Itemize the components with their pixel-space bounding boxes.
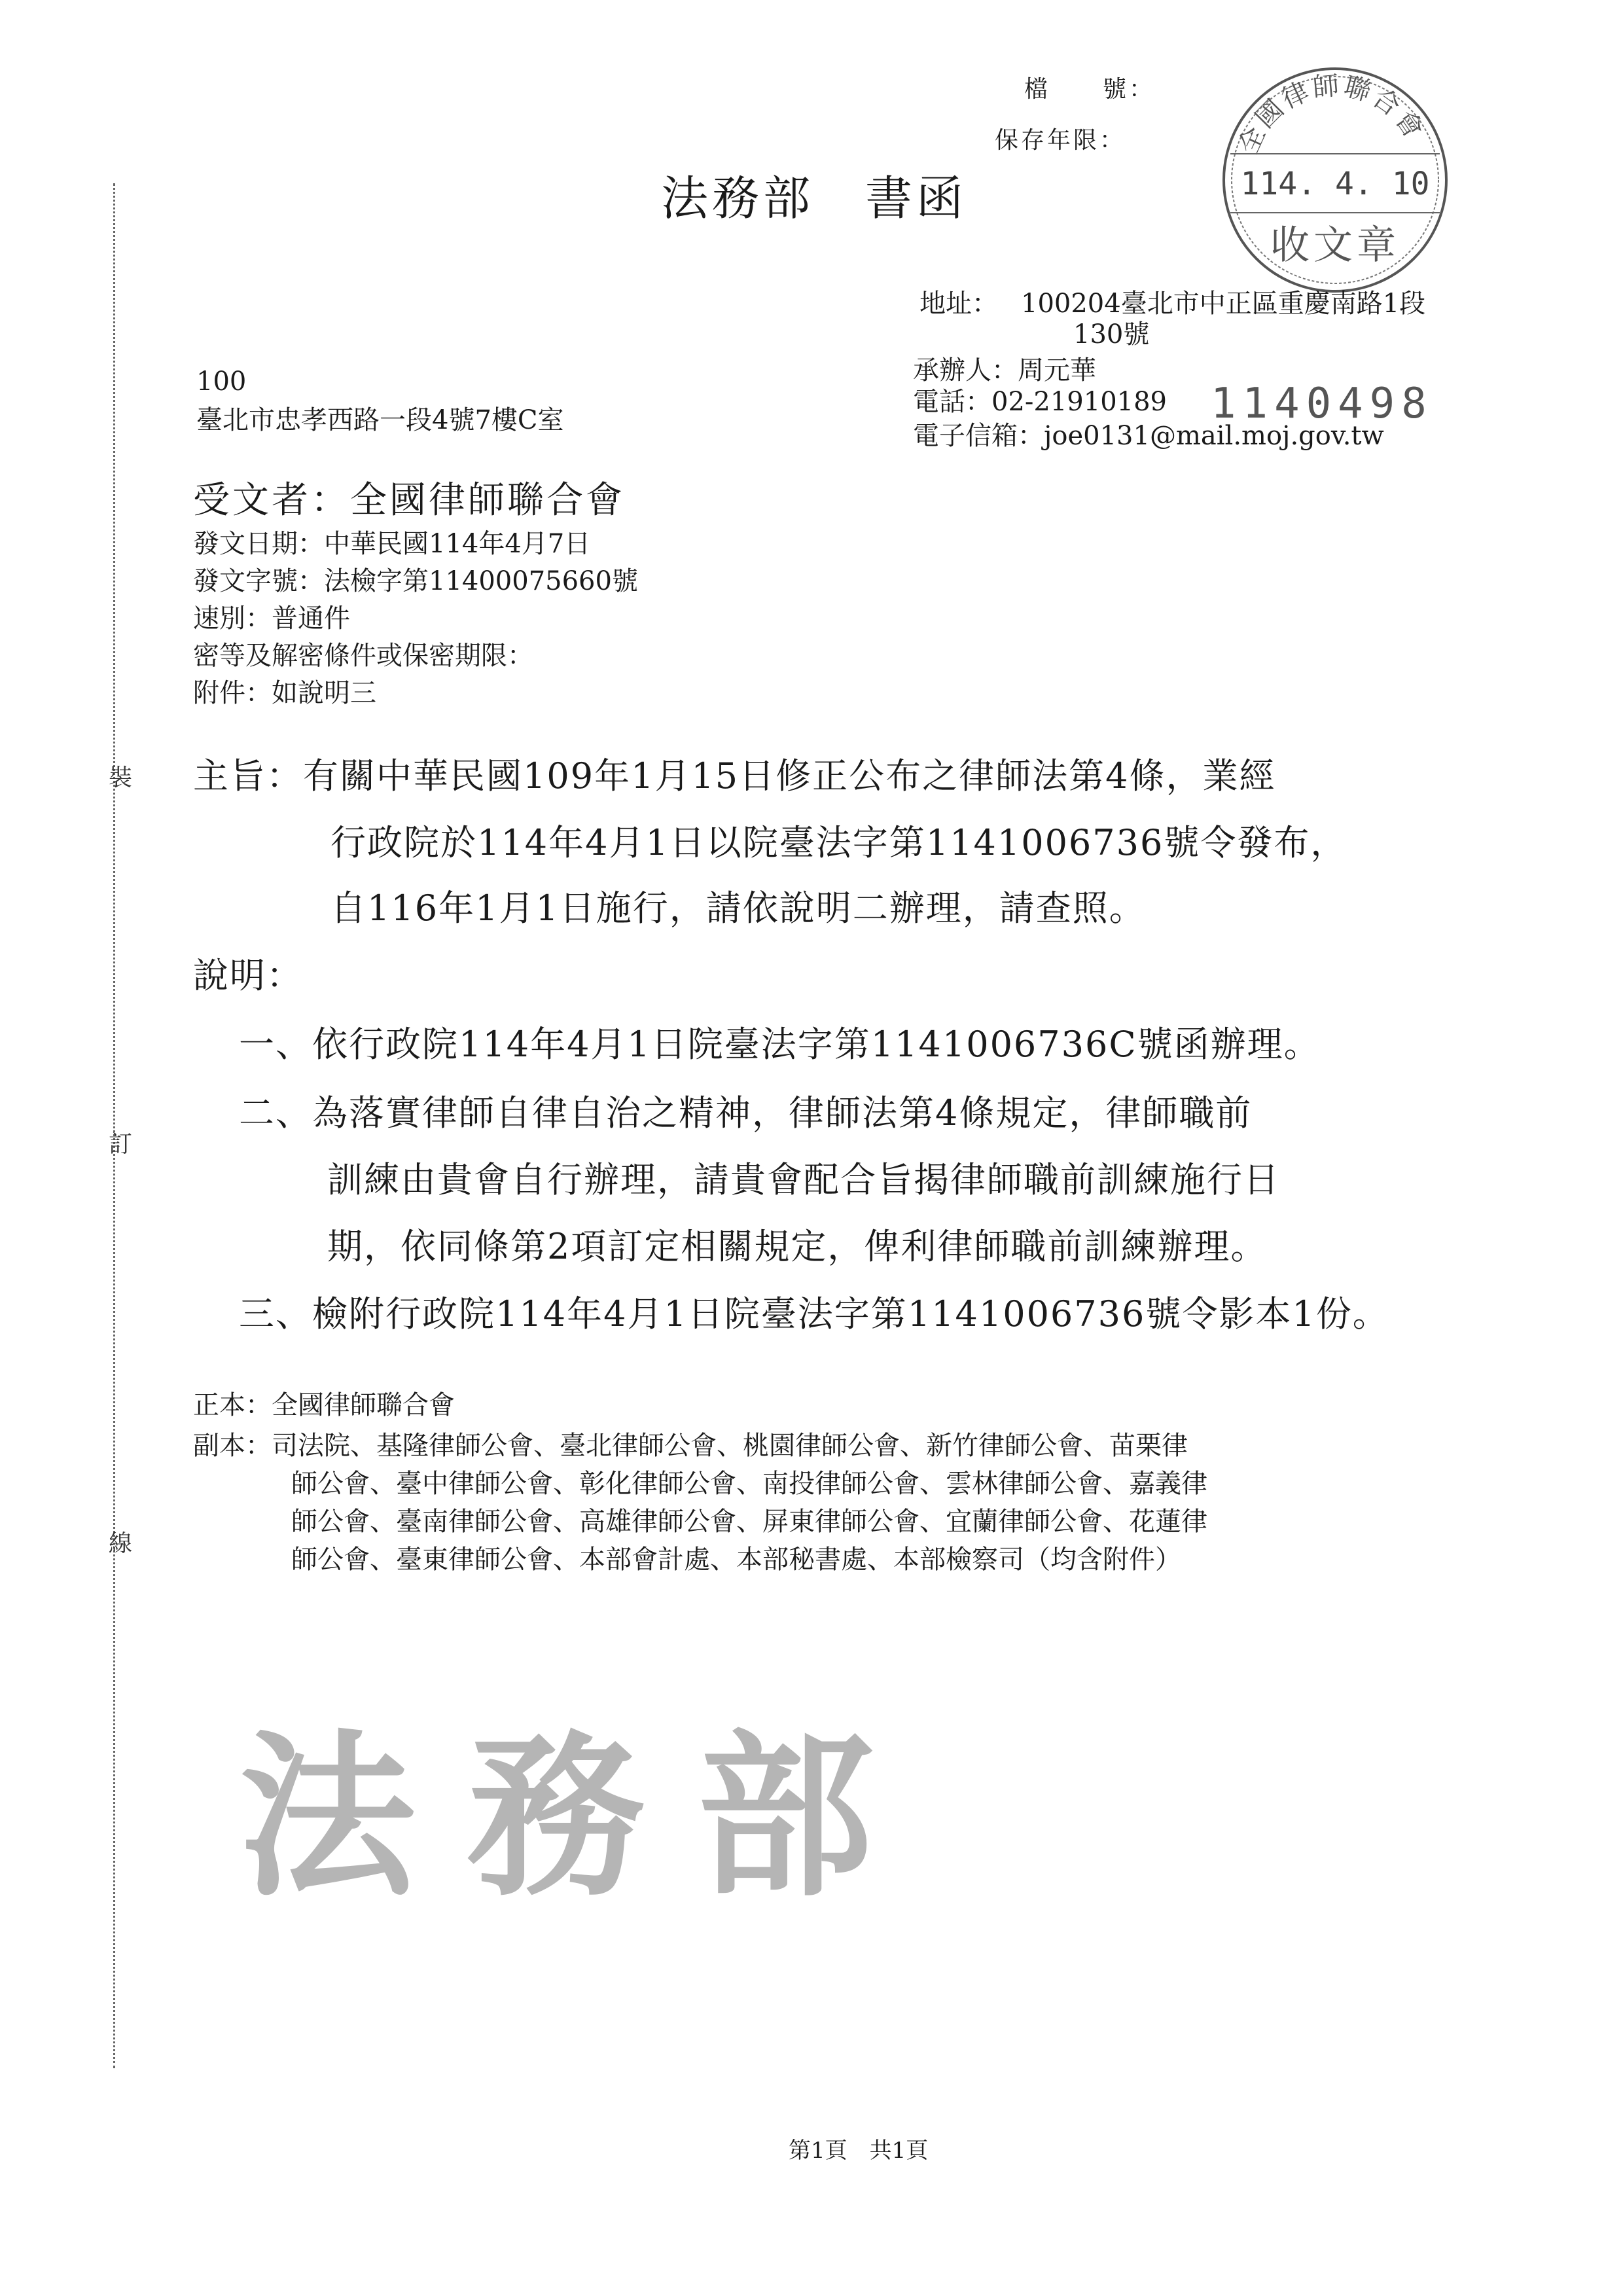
stamp-date: 114. 4. 10 [1240, 166, 1430, 202]
explanation-item-1: 一、依行政院114年4月1日院臺法字第1141006736C號函辦理。 [239, 1024, 1321, 1065]
subject-line-3: 自116年1月1日施行，請依說明二辦理，請查照。 [330, 888, 1146, 929]
distribution-copy-line-4: 師公會、臺東律師公會、本部會計處、本部秘書處、本部檢察司（均含附件） [291, 1545, 1181, 1575]
distribution-original: 正本：全國律師聯合會 [193, 1390, 455, 1420]
page-footer: 第1頁 共1頁 [789, 2138, 929, 2164]
distribution-copy-line-3: 師公會、臺南律師公會、高雄律師公會、屏東律師公會、宜蘭律師公會、花蓮律 [291, 1507, 1207, 1537]
secrecy-level: 密等及解密條件或保密期限： [193, 641, 533, 671]
issue-number: 發文字號：法檢字第11400075660號 [193, 566, 638, 596]
stamp-top-text: 全國律師聯合會 [1233, 70, 1431, 159]
ministry-seal: 法務部 [239, 1712, 926, 1920]
distribution-copy-line-1: 副本：司法院、基隆律師公會、臺北律師公會、桃園律師公會、新竹律師公會、苗栗律 [193, 1431, 1188, 1461]
explanation-item-2-line-1: 二、為落實律師自律自治之精神，律師法第4條規定，律師職前 [239, 1092, 1253, 1134]
mailing-address: 臺北市忠孝西路一段4號7樓C室 [196, 405, 564, 435]
received-number: 1140498 [1211, 380, 1433, 428]
distribution-copy-line-2: 師公會、臺中律師公會、彰化律師公會、南投律師公會、雲林律師公會、嘉義律 [291, 1469, 1207, 1499]
sender-handler: 承辦人：周元華 [913, 355, 1096, 386]
binding-char-zhuang: 裝 [109, 764, 133, 791]
sender-address-line2: 130號 [1073, 319, 1150, 350]
mailing-postcode: 100 [196, 367, 247, 397]
explanation-item-2-line-2: 訓練由貴會自行辦理，請貴會配合旨揭律師職前訓練施行日 [327, 1159, 1280, 1200]
attachment: 附件：如說明三 [193, 678, 376, 708]
issue-date: 發文日期：中華民國114年4月7日 [193, 529, 591, 559]
retention-period-label: 保存年限： [995, 127, 1126, 154]
sender-phone: 電話：02-21910189 [913, 387, 1168, 417]
explanation-item-3: 三、檢附行政院114年4月1日院臺法字第1141006736號令影本1份。 [239, 1293, 1389, 1335]
explanation-item-2-line-3: 期，依同條第2項訂定相關規定，俾利律師職前訓練辦理。 [327, 1226, 1268, 1267]
archive-number-label: 檔 號： [1024, 76, 1156, 103]
recipient: 受文者：全國律師聯合會 [193, 479, 625, 522]
sender-email: 電子信箱：joe0131@mail.moj.gov.tw [913, 421, 1384, 451]
binding-char-ding: 訂 [109, 1131, 133, 1158]
sender-address-line1: 100204臺北市中正區重慶南路1段 [1021, 289, 1426, 319]
explanation-label: 說明： [193, 955, 303, 996]
binding-char-xian: 線 [109, 1530, 133, 1557]
subject-line-2: 行政院於114年4月1日以院臺法字第1141006736號令發布， [330, 822, 1347, 863]
subject-line-1: 主旨：有關中華民國109年1月15日修正公布之律師法第4條，業經 [193, 755, 1276, 797]
speed-category: 速別：普通件 [193, 603, 350, 634]
received-stamp [1217, 62, 1453, 298]
sender-address-label: 地址： [919, 289, 998, 319]
document-title: 法務部 書函 [661, 171, 968, 226]
stamp-bottom-text: 收文章 [1270, 223, 1400, 268]
